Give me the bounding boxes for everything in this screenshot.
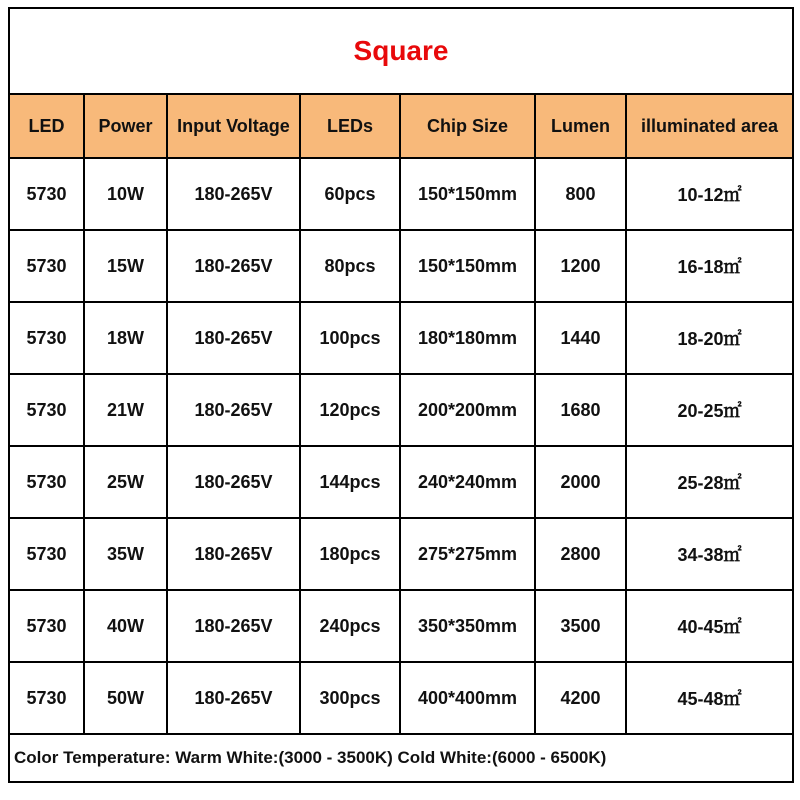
cell-leds: 240pcs	[300, 590, 400, 662]
cell-chip-size: 150*150mm	[400, 158, 535, 230]
cell-led: 5730	[9, 302, 84, 374]
cell-leds: 120pcs	[300, 374, 400, 446]
color-temperature-note: Color Temperature: Warm White:(3000 - 3500K) Cold White:(6000 - 6500K)	[9, 734, 793, 782]
spec-table	[8, 7, 794, 783]
cell-chip-size: 275*275mm	[400, 518, 535, 590]
header-row	[9, 94, 793, 158]
cell-chip-size: 350*350mm	[400, 590, 535, 662]
cell-power: 21W	[84, 374, 167, 446]
cell-power: 18W	[84, 302, 167, 374]
table-row	[9, 230, 793, 302]
cell-input-voltage: 180-265V	[167, 590, 300, 662]
cell-input-voltage: 180-265V	[167, 374, 300, 446]
spec-sheet	[8, 7, 792, 793]
table-body	[9, 158, 793, 734]
cell-led: 5730	[9, 446, 84, 518]
cell-power: 50W	[84, 662, 167, 734]
cell-lumen: 1200	[535, 230, 626, 302]
table-row	[9, 374, 793, 446]
header-leds: LEDs	[300, 94, 400, 158]
cell-leds: 100pcs	[300, 302, 400, 374]
cell-leds: 60pcs	[300, 158, 400, 230]
cell-chip-size: 240*240mm	[400, 446, 535, 518]
cell-led: 5730	[9, 662, 84, 734]
cell-input-voltage: 180-265V	[167, 158, 300, 230]
cell-power: 35W	[84, 518, 167, 590]
cell-lumen: 2800	[535, 518, 626, 590]
cell-input-voltage: 180-265V	[167, 518, 300, 590]
cell-input-voltage: 180-265V	[167, 446, 300, 518]
header-power: Power	[84, 94, 167, 158]
header-chip-size: Chip Size	[400, 94, 535, 158]
cell-led: 5730	[9, 230, 84, 302]
cell-lumen: 2000	[535, 446, 626, 518]
cell-led: 5730	[9, 374, 84, 446]
cell-illuminated-area: 40-45㎡	[626, 590, 793, 662]
header-led: LED	[9, 94, 84, 158]
cell-input-voltage: 180-265V	[167, 302, 300, 374]
cell-leds: 300pcs	[300, 662, 400, 734]
cell-power: 10W	[84, 158, 167, 230]
cell-leds: 144pcs	[300, 446, 400, 518]
cell-input-voltage: 180-265V	[167, 230, 300, 302]
cell-power: 15W	[84, 230, 167, 302]
cell-chip-size: 150*150mm	[400, 230, 535, 302]
cell-lumen: 1680	[535, 374, 626, 446]
header-lumen: Lumen	[535, 94, 626, 158]
cell-lumen: 4200	[535, 662, 626, 734]
cell-chip-size: 200*200mm	[400, 374, 535, 446]
cell-power: 25W	[84, 446, 167, 518]
cell-illuminated-area: 16-18㎡	[626, 230, 793, 302]
cell-input-voltage: 180-265V	[167, 662, 300, 734]
cell-leds: 180pcs	[300, 518, 400, 590]
cell-lumen: 1440	[535, 302, 626, 374]
table-row	[9, 590, 793, 662]
table-row	[9, 158, 793, 230]
table-row	[9, 518, 793, 590]
cell-illuminated-area: 18-20㎡	[626, 302, 793, 374]
cell-led: 5730	[9, 158, 84, 230]
header-illuminated-area: illuminated area	[626, 94, 793, 158]
cell-leds: 80pcs	[300, 230, 400, 302]
footer-row	[9, 734, 793, 782]
cell-power: 40W	[84, 590, 167, 662]
table-row	[9, 302, 793, 374]
table-title: Square	[9, 8, 793, 94]
cell-chip-size: 180*180mm	[400, 302, 535, 374]
table-row	[9, 662, 793, 734]
cell-illuminated-area: 34-38㎡	[626, 518, 793, 590]
cell-illuminated-area: 25-28㎡	[626, 446, 793, 518]
cell-led: 5730	[9, 590, 84, 662]
title-row	[9, 8, 793, 94]
cell-illuminated-area: 20-25㎡	[626, 374, 793, 446]
cell-lumen: 800	[535, 158, 626, 230]
cell-illuminated-area: 45-48㎡	[626, 662, 793, 734]
cell-led: 5730	[9, 518, 84, 590]
cell-illuminated-area: 10-12㎡	[626, 158, 793, 230]
cell-chip-size: 400*400mm	[400, 662, 535, 734]
cell-lumen: 3500	[535, 590, 626, 662]
header-input-voltage: Input Voltage	[167, 94, 300, 158]
table-row	[9, 446, 793, 518]
